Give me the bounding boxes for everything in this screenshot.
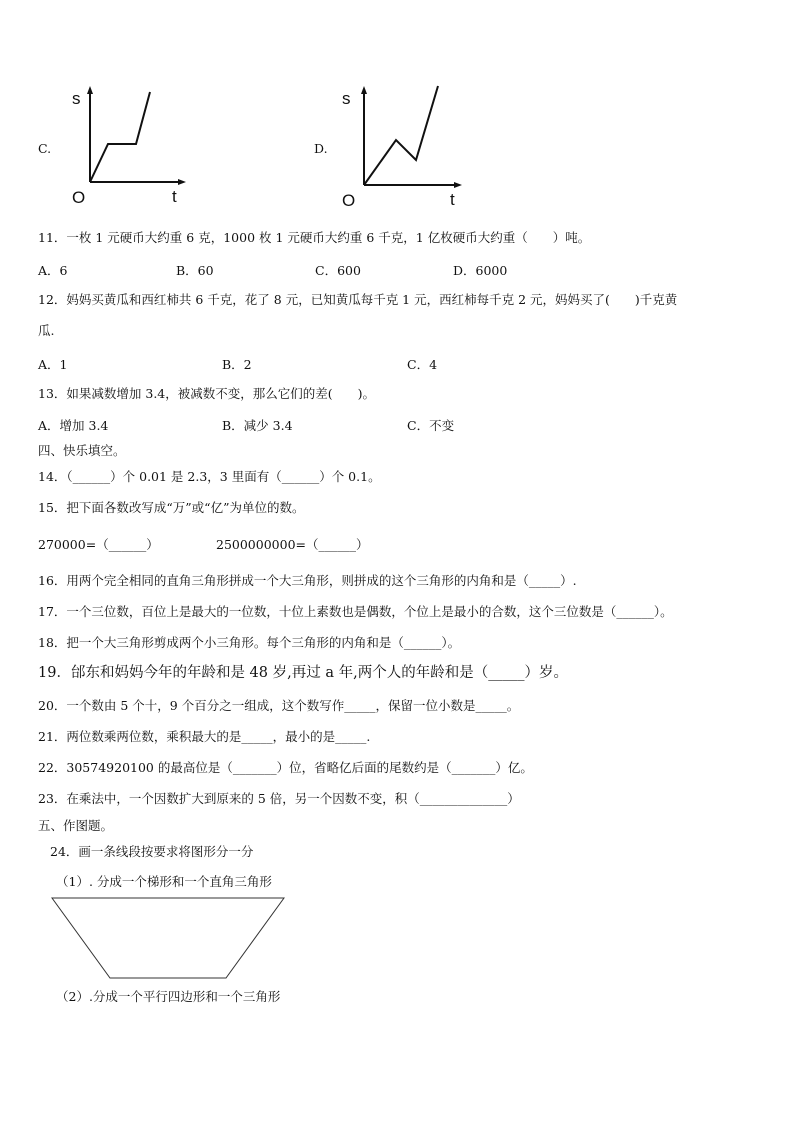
graph-d: [334, 84, 464, 209]
q11-option-a: A．6: [38, 263, 68, 278]
q13-option-c: C．不变: [407, 418, 455, 433]
trapezoid-figure: [50, 896, 290, 982]
question-20: 20．一个数由 5 个十，9 个百分之一组成，这个数写作_____，保留一位小数是_____。: [38, 698, 520, 713]
section-5-heading: 五、作图题。: [38, 818, 114, 833]
question-21: 21．两位数乘两位数，乘积最大的是_____，最小的是_____.: [38, 729, 371, 744]
question-19: 19．邰东和妈妈今年的年龄和是 48 岁,再过 a 年,两个人的年龄和是（_____）岁。: [38, 665, 568, 681]
q11-option-d: D．6000: [453, 263, 508, 278]
question-23: 23．在乘法中，一个因数扩大到原来的 5 倍，另一个因数不变，积（______________）: [38, 791, 520, 806]
question-12-line1: 12．妈妈买黄瓜和西红柿共 6 千克，花了 8 元，已知黄瓜每千克 1 元，西红柿每千克 2 元，妈妈买了( )千克黄: [38, 292, 678, 307]
graph-d-y-arrow: [361, 86, 367, 94]
question-12-line2: 瓜.: [38, 323, 55, 338]
q13-option-a: A．增加 3.4: [38, 418, 109, 433]
graph-d-label: D.: [314, 141, 328, 156]
graph-c-origin-label: O: [72, 188, 86, 207]
question-24: 24．画一条线段按要求将图形分一分: [50, 844, 254, 859]
q24-part-2: （2）.分成一个平行四边形和一个三角形: [56, 989, 281, 1004]
question-13: 13．如果减数增加 3.4，被减数不变，那么它们的差( )。: [38, 386, 376, 401]
graph-d-s-label: s: [342, 89, 351, 108]
graph-d-origin-label: O: [342, 191, 356, 210]
graph-d-curve: [364, 86, 438, 185]
q13-option-b: B．减少 3.4: [222, 418, 293, 433]
graph-c-s-label: s: [72, 89, 81, 108]
question-15: 15．把下面各数改写成“万”或“亿”为单位的数。: [38, 500, 305, 515]
q15-item-1: 270000=（______）: [38, 537, 159, 552]
q12-option-a: A．1: [38, 357, 68, 372]
graph-c-x-arrow: [178, 179, 186, 185]
graph-c-label: C.: [38, 141, 52, 156]
trapezoid-shape: [52, 898, 284, 978]
q12-option-c: C．4: [407, 357, 438, 372]
graph-c: [60, 84, 190, 209]
question-17: 17．一个三位数，百位上是最大的一位数，十位上素数也是偶数，个位上是最小的合数，这个三位数是（______）。: [38, 604, 673, 619]
question-14: 14．（______）个 0.01 是 2.3，3 里面有（______）个 0.1。: [38, 469, 381, 484]
question-22: 22．30574920100 的最高位是（_______）位，省略亿后面的尾数约是（_______）亿。: [38, 760, 533, 775]
q11-option-b: B．60: [176, 263, 214, 278]
graph-c-y-arrow: [87, 86, 93, 94]
q24-part-1: （1）. 分成一个梯形和一个直角三角形: [56, 874, 272, 889]
graph-d-x-arrow: [454, 182, 462, 188]
section-4-heading: 四、快乐填空。: [38, 443, 126, 458]
question-18: 18．把一个大三角形剪成两个小三角形。每个三角形的内角和是（______）。: [38, 635, 461, 650]
q12-option-b: B．2: [222, 357, 252, 372]
q11-option-c: C．600: [315, 263, 361, 278]
q15-item-2: 2500000000=（______）: [216, 537, 369, 552]
graph-d-t-label: t: [450, 190, 455, 209]
graph-c-curve: [90, 92, 150, 182]
question-11: 11．一枚 1 元硬币大约重 6 克，1000 枚 1 元硬币大约重 6 千克，1 亿枚硬币大约重（ ）吨。: [38, 230, 591, 245]
graph-c-t-label: t: [172, 187, 177, 206]
question-16: 16．用两个完全相同的直角三角形拼成一个大三角形，则拼成的这个三角形的内角和是（_____）.: [38, 573, 577, 588]
